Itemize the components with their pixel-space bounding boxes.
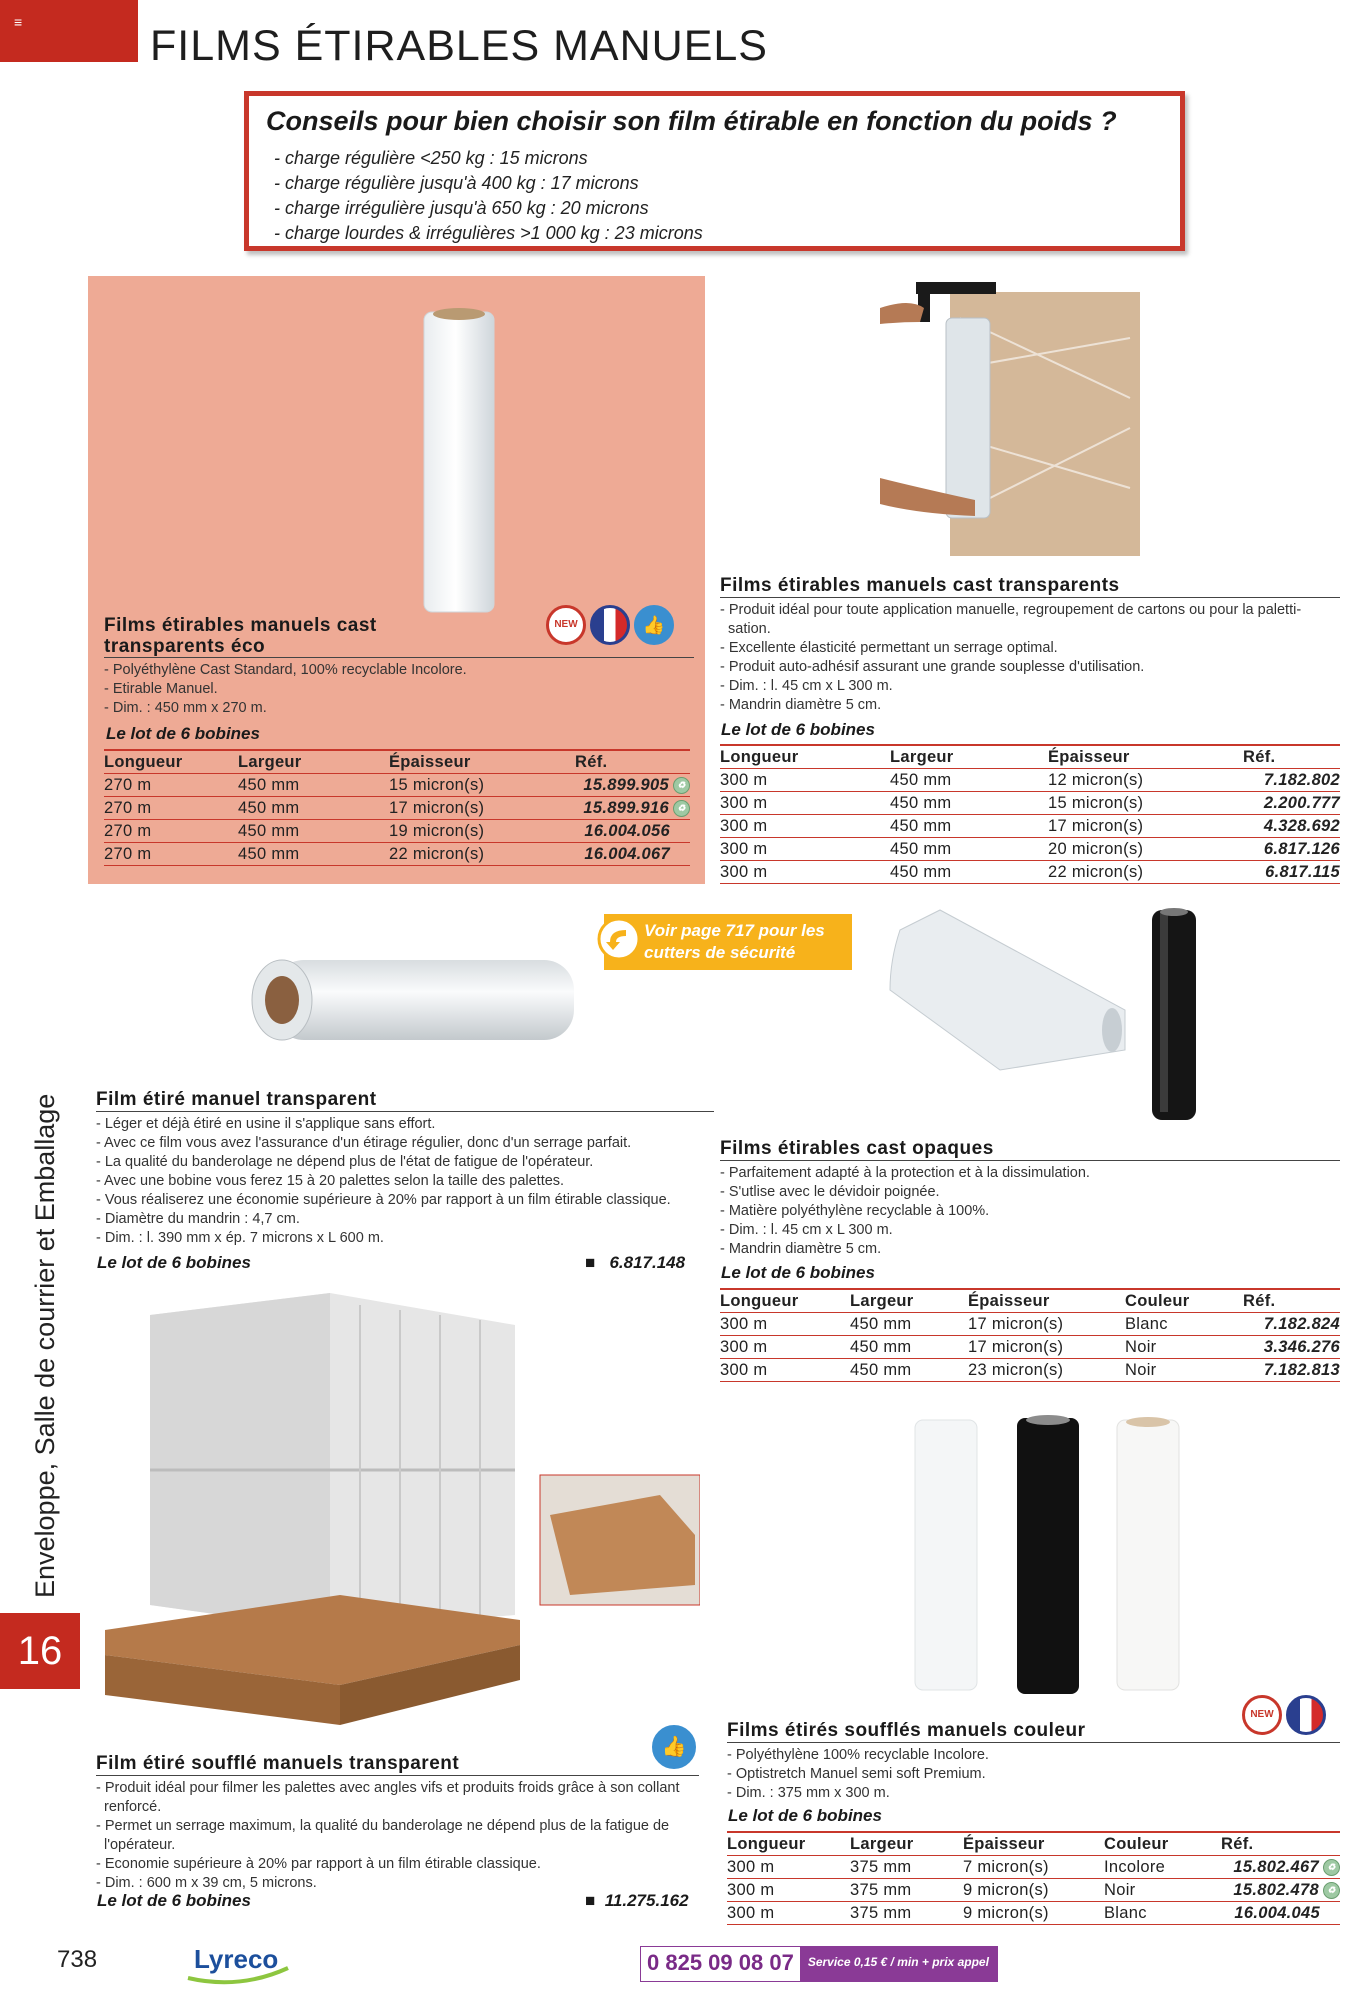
table-row: 300 m 450 mm 22 micron(s) 6.817.115 [720, 861, 1340, 884]
tips-item: - charge régulière <250 kg : 15 microns [274, 148, 588, 168]
eco-icon: ♻ [1323, 1859, 1340, 1876]
table-row: 300 m 375 mm 9 micron(s) Noir 15.802.478 ♻ [727, 1879, 1340, 1902]
table-row: 300 m 450 mm 17 micron(s) Noir 3.346.276 [720, 1336, 1340, 1359]
table-row: 300 m 450 mm 23 micron(s) Noir 7.182.813 [720, 1359, 1340, 1382]
spec-table-cast-opaques: Longueur Largeur Épaisseur Couleur Réf. 300 m 450 mm 17 micron(s) Blanc 7.182.824 300 m 450 mm 17 micron(s) Noir 3.346.276 300 m 450 mm 23 micron(s) Noir 7.182.813 [720, 1288, 1340, 1382]
spec-table-cast-transp: Longueur Largeur Épaisseur Réf. 300 m 450 mm 12 micron(s) 7.182.802 300 m 450 mm 15 micron(s) 2.200.777 300 m 450 mm 17 micron(s) 4.328.692 300 m 450 mm 20 micron(s) 6.817.126 300 m 450 mm 22 micron(s) 6.817.115 [720, 744, 1340, 884]
lot-label: Le lot de 6 bobines [721, 1263, 875, 1282]
product-title-cast-transp: Films étirables manuels cast transparents [720, 575, 1120, 596]
black-film-roll-image [1146, 900, 1202, 1128]
product-title-cast-eco: Films étirables manuels cast transparents éco [104, 615, 377, 657]
cutters-callout[interactable] [604, 914, 852, 970]
lot-label: Le lot de 6 bobines [97, 1253, 251, 1272]
pallet-image [100, 1285, 700, 1745]
ref-number[interactable]: 15.899.916 [583, 798, 669, 817]
chapter-number[interactable]: 16 [0, 1613, 80, 1689]
table-row: 270 m 450 mm 22 micron(s) 16.004.067 [104, 843, 690, 866]
ref-number[interactable]: 16.004.067 [584, 844, 670, 863]
wrapping-box-image [880, 278, 1145, 560]
title-divider [96, 1775, 699, 1776]
product-badges [1242, 1695, 1326, 1735]
svg-text:Lyreco: Lyreco [194, 1944, 279, 1974]
ref-number[interactable]: ■ 11.275.162 [585, 1891, 689, 1910]
ref-number[interactable]: ■ 6.817.148 [585, 1253, 686, 1272]
lot-label: Le lot de 6 bobines [97, 1891, 251, 1910]
thumbs-up-icon: 👍 [652, 1725, 696, 1769]
new-badge-icon: NEW [546, 605, 586, 645]
film-roll-image [418, 304, 500, 624]
bullet-square-icon: ■ [585, 1891, 596, 1910]
arrow-circle-icon [596, 916, 642, 962]
france-flag-icon [590, 605, 630, 645]
tips-list [274, 146, 703, 246]
lot-label: Le lot de 6 bobines [106, 724, 260, 743]
phone-banner[interactable] [640, 1946, 998, 1982]
tips-item: - charge irrégulière jusqu'à 650 kg : 20 microns [274, 198, 649, 218]
lot-label: Le lot de 6 bobines [721, 720, 875, 739]
table-row: 300 m 450 mm 20 micron(s) 6.817.126 [720, 838, 1340, 861]
table-row: 300 m 450 mm 17 micron(s) Blanc 7.182.824 [720, 1313, 1340, 1336]
product-desc-cast-opaques: - Parfaitement adapté à la protection et à la dissimulation. - S'utlise avec le dévidoir poignée. - Matière polyéthylène recyclable à 100%. - Dim. : l. 45 cm x L 300 m. - Mandrin diamètre 5 cm. [720, 1165, 1090, 1257]
table-row: 300 m 450 mm 12 micron(s) 7.182.802 [720, 769, 1340, 792]
tips-title: Conseils pour bien choisir son film étirable en fonction du poids ? [266, 106, 1117, 136]
ref-number[interactable]: 7.182.802 [1243, 769, 1340, 792]
ref-number[interactable]: 16.004.056 [584, 821, 670, 840]
product-desc-souffle-transp: - Produit idéal pour filmer les palettes avec angles vifs et produits froids grâce à son collant renforcé. - Permet un serrage maximum, la qualité du banderolage ne dépend plus de la fatigue de l'opérateur. - Economie supérieure à 20% par rapport à un film étirable classique. - Dim. : 600 m x 39 cm, 5 microns. [96, 1780, 680, 1891]
spec-table-cast-eco: Longueur Largeur Épaisseur Réf. 270 m 450 mm 15 micron(s) 15.899.905 ♻ 270 m 450 mm 17 micron(s) 15.899.916 ♻ 270 m 450 mm 19 micron(s) 16.004.056 270 m 450 mm 22 micron(s) 16.004.067 [104, 749, 690, 866]
eco-icon: ♻ [673, 777, 690, 794]
product-badges [546, 605, 674, 645]
ref-number[interactable]: 15.899.905 [583, 775, 669, 794]
product-title-manuel-transp: Film étiré manuel transparent [96, 1089, 377, 1110]
lot-label: Le lot de 6 bobines [728, 1806, 882, 1825]
service-rate: Service 0,15 € / min + prix appel [800, 1947, 997, 1981]
ref-number[interactable]: 15.802.478 [1233, 1880, 1319, 1899]
product-title-souffle-transp: Film étiré soufflé manuels transparent [96, 1753, 460, 1774]
bullet-square-icon: ■ [585, 1253, 596, 1272]
title-divider [720, 597, 1340, 598]
eco-icon: ♻ [1323, 1882, 1340, 1899]
section-label: Enveloppe, Salle de courrier et Emballage [30, 1093, 60, 1598]
lyreco-logo [180, 1938, 295, 1986]
new-badge-icon: NEW [1242, 1695, 1282, 1735]
title-divider [104, 657, 694, 658]
page-title: FILMS ÉTIRABLES MANUELS [150, 22, 768, 70]
table-row: 270 m 450 mm 17 micron(s) 15.899.916 ♻ [104, 797, 690, 820]
ref-number[interactable]: 6.817.115 [1243, 861, 1340, 884]
ref-number[interactable]: 7.182.824 [1243, 1313, 1340, 1336]
product-title-cast-opaques: Films étirables cast opaques [720, 1138, 994, 1159]
page-number: 738 [57, 1946, 98, 1973]
ref-number[interactable]: 6.817.126 [1243, 838, 1340, 861]
ref-number[interactable]: 4.328.692 [1243, 815, 1340, 838]
thumbs-up-icon: 👍 [634, 605, 674, 645]
eco-icon: ♻ [673, 800, 690, 817]
ref-number[interactable]: 2.200.777 [1243, 792, 1340, 815]
tips-item: - charge lourdes & irrégulières >1 000 kg : 23 microns [274, 223, 703, 243]
product-title-souffle-couleur: Films étirés soufflés manuels couleur [727, 1720, 1086, 1741]
title-divider [720, 1160, 1340, 1161]
table-row: 300 m 375 mm 7 micron(s) Incolore 15.802.467 ♻ [727, 1856, 1340, 1879]
product-desc-manuel-transp: - Léger et déjà étiré en usine il s'applique sans effort. - Avec ce film vous avez l'assurance d'un étirage régulier, donc d'un serrage parfait. - La qualité du banderolage ne dépend plus de l'état de fatigue de l'opérateur. - Avec une bobine vous ferez 15 à 20 palettes selon la taille des palettes. - Vous réaliserez une économie supérieure à 20% par rapport à un film étirable classique. - Diamètre du mandrin : 4,7 cm. - Dim. : l. 390 mm x ép. 7 microns x L 600 m. [96, 1116, 671, 1246]
ref-number[interactable]: 7.182.813 [1243, 1359, 1340, 1382]
opaque-film-rolls-image [880, 900, 1130, 1128]
table-row: 270 m 450 mm 15 micron(s) 15.899.905 ♻ [104, 774, 690, 797]
phone-number[interactable]: 0 825 09 08 07 [641, 1947, 800, 1981]
table-row: 270 m 450 mm 19 micron(s) 16.004.056 [104, 820, 690, 843]
tips-box [244, 91, 1185, 251]
table-row: 300 m 450 mm 17 micron(s) 4.328.692 [720, 815, 1340, 838]
title-divider [727, 1742, 1340, 1743]
callout-text: Voir page 717 pour les cutters de sécurité [644, 921, 825, 962]
table-row: 300 m 450 mm 15 micron(s) 2.200.777 [720, 792, 1340, 815]
tips-item: - charge régulière jusqu'à 400 kg : 17 microns [274, 173, 639, 193]
ref-number[interactable]: 3.346.276 [1243, 1336, 1340, 1359]
ref-number[interactable]: 15.802.467 [1233, 1857, 1319, 1876]
title-divider [96, 1111, 714, 1112]
film-roll-horizontal-image [244, 954, 580, 1050]
menu-icon: ≡ [14, 14, 23, 30]
ref-number[interactable]: 16.004.045 [1234, 1903, 1320, 1922]
product-desc-cast-transp: - Produit idéal pour toute application manuelle, regroupement de cartons ou pour la paletti- sation. - Excellente élasticité permettant un serrage optimal. - Produit auto-adhésif assurant une grande souplesse d'utilisation. - Dim. : l. 45 cm x L 300 m. - Mandrin diamètre 5 cm. [720, 602, 1302, 713]
table-row: 300 m 375 mm 9 micron(s) Blanc 16.004.045 [727, 1902, 1340, 1925]
france-flag-icon [1286, 1695, 1326, 1735]
menu-button[interactable] [0, 0, 138, 62]
product-desc-cast-eco: - Polyéthylène Cast Standard, 100% recyclable Incolore. - Etirable Manuel. - Dim. : 450 mm x 270 m. [104, 662, 467, 716]
spec-table-souffle-couleur: Longueur Largeur Épaisseur Couleur Réf. 300 m 375 mm 7 micron(s) Incolore 15.802.467 ♻ 300 m 375 mm 9 micron(s) Noir 15.802.478 ♻ 300 m 375 mm 9 micron(s) Blanc 16.004.045 [727, 1831, 1340, 1925]
colour-film-rolls-image [905, 1410, 1205, 1700]
product-desc-souffle-couleur: - Polyéthylène 100% recyclable Incolore. - Optistretch Manuel semi soft Premium. - Dim. : 375 mm x 300 m. [727, 1747, 989, 1801]
